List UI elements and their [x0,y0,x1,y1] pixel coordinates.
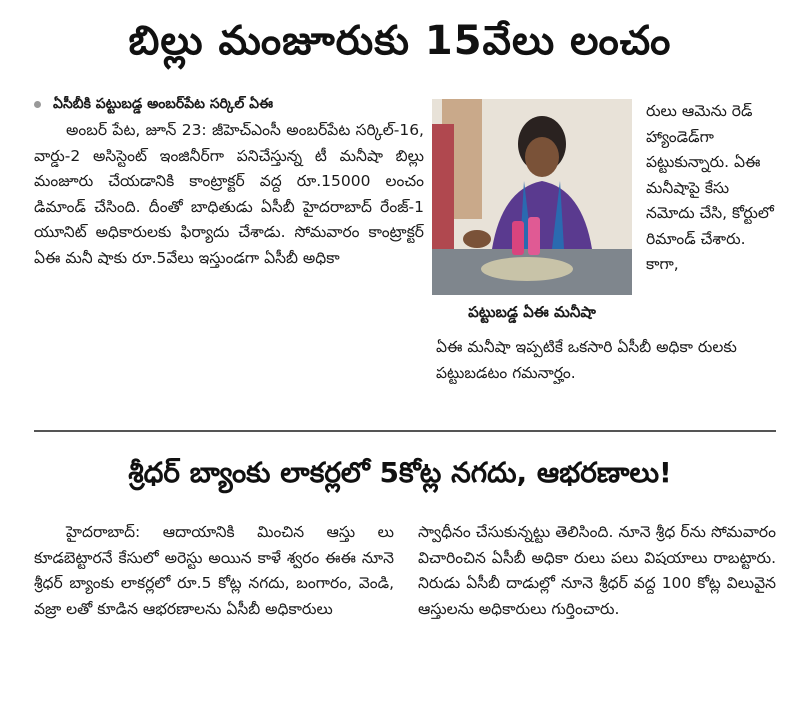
news-photo [432,99,632,295]
subheadline-text: ఏసీబీకి పట్టుబడ్డ అంబర్‌పేట సర్కిల్ ఏఈ [53,96,274,112]
headline-bribe-story: బిల్లు మంజూరుకు 15వేలు లంచం [128,18,672,64]
story1-paragraph: అంబర్ పేట, జూన్ 23: జీహెచ్ఎంసీ అంబర్‌పేట సర్కిల్-16, వార్డు-2 అసిస్టెంట్ ఇంజినీర్‌గా పనిచేస్తున్న టీ మనీషా బిల్లు మంజూరు చేయడానికి కాంట్రాక్టర్ వద్ద రూ.15000 లంచం డిమాండ్ చేసింది. దీంతో బాధితుడు ఏసీబీ హైదరాబాద్ రేంజ్-1 యూనిట్ అధికారులకు ఫిర్యాదు చేశాడు. సోమవారం కాంట్రాక్టర్ ఏఈ మనీ షాకు రూ.5వేలు ఇస్తుండగా ఏసీబీ అధికా [34,121,424,267]
subheadline [34,96,424,115]
story2-paragraph-left: హైదరాబాద్: ఆదాయానికి మించిన ఆస్తు లు కూడబెట్టారనే కేసులో అరెస్టు అయిన కాళే శ్వరం ఈఈ నూనె శ్రీధర్ బ్యాంకు లాకర్లలో రూ.5 కోట్ల నగదు, బంగారం, వెండి, వజ్రా లతో కూడిన ఆభరణాలను ఏసీబీ అధికారులు [34,523,394,618]
story1-column-left [34,118,424,418]
story1-column-right: రులు ఆమెను రెడ్ హ్యాండెడ్‌గా పట్టుకున్నారు. ఏఈ మనీషాపై కేసు నమోదు చేసి, కోర్టులో రిమాండ్ చేశారు. కాగా, [646,102,774,273]
news-photo-figure [432,99,632,335]
story-divider [34,430,776,432]
story2-paragraph-right: స్వాధీనం చేసుకున్నట్టు తెలిసింది. నూనె శ్రీధ ర్‌ను సోమవారం విచారించిన ఏసీబీ అధికా రులు పలు విషయాలు రాబట్టారు. నిరుడు ఏసీబీ దాడుల్లో నూనె శ్రీధర్ వద్ద 100 కోట్ల విలువైన ఆస్తులను అధికారులు గుర్తించారు. [418,523,776,618]
story1-column-right-bottom: ఏఈ మనీషా ఇప్పటికే ఒకసారి ఏసీబీ అధికా రులకు పట్టుబడటం గమనార్హం. [436,338,737,382]
photo-caption: పట్టుబడ్డ ఏఈ మనీషా [468,303,596,321]
headline-locker-story: శ్రీధర్ బ్యాంకు లాకర్లలో 5కోట్ల నగదు, ఆభరణాలు! [128,456,672,489]
story2-column-left [34,520,394,680]
bullet-icon [34,101,41,108]
news-photo-illustration [432,99,632,295]
story2-column-right [418,520,776,680]
